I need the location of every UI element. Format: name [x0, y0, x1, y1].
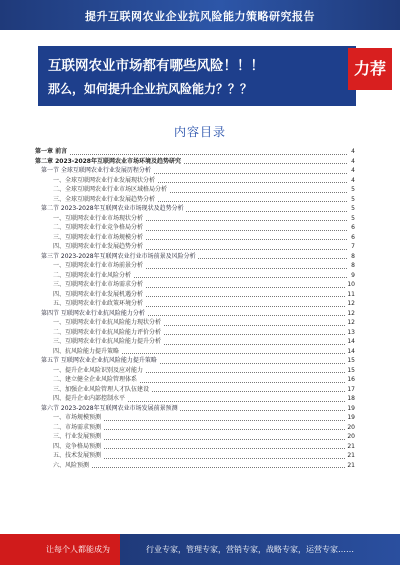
toc-entry[interactable]: [35, 204, 355, 214]
toc-entry-text: 第四节 互联网农业行业抗风险能力分析: [35, 310, 147, 317]
toc-entry-page: 11: [347, 290, 355, 298]
toc-entry-text: 五、互联网农业行业政策环境分析: [35, 300, 145, 307]
toc-entry[interactable]: [35, 309, 355, 319]
toc-entry-text: 三、互联网农业行业市场需求分析: [35, 281, 145, 288]
toc-entry-text: 第一章 前言: [35, 148, 68, 155]
toc-entry-text: 一、提升企业风险识别及应对能力: [35, 367, 145, 374]
toc-entry-text: 二、市场需求预测: [35, 424, 103, 431]
toc-entry-page: 5: [351, 186, 355, 193]
toc-entry-page: 20: [347, 433, 355, 440]
footer-slogan: 让每个人都能成为: [46, 545, 110, 554]
toc-entry-page: 17: [347, 385, 355, 393]
toc-entry-text: 四、互联网农业行业发展趋势分析: [35, 243, 145, 250]
toc-entry-page: 7: [351, 243, 355, 250]
toc-entry[interactable]: [35, 404, 355, 414]
toc-entry[interactable]: [35, 413, 355, 423]
toc-entry-text: 第五节 互联网农业企业抗风险能力提升策略: [35, 357, 159, 364]
toc-entry-text: 三、行业发展预测: [35, 433, 103, 440]
toc-entry-page: 12: [347, 309, 355, 317]
toc-entry-page: 21: [347, 461, 355, 469]
toc-entry-text: 五、技术发展预测: [35, 452, 103, 459]
toc-entry-text: 一、互联网农业行业抗风险能力现状分析: [35, 319, 163, 326]
toc-entry[interactable]: [35, 318, 355, 328]
toc-entry-page: 19: [347, 414, 355, 421]
footer-tags: 行业专家，管理专家，营销专家，战略专家，运营专家……: [146, 545, 354, 554]
toc-entry-page: 21: [347, 452, 355, 459]
headline-line-2: 那么，如何提升企业抗风险能力？？？: [48, 82, 253, 96]
toc-entry-text: 二、互联网农业行业竞争格局分析: [35, 224, 145, 231]
toc-entry-text: 二、互联网农业行业抗风险能力评价分析: [35, 329, 163, 336]
toc-entry-page: 6: [351, 224, 355, 231]
toc-entry[interactable]: [35, 261, 355, 271]
toc-entry-text: 三、加强企业风险管理人才队伍建设: [35, 386, 151, 393]
toc-entry-page: 14: [347, 347, 355, 355]
top-header-bar: [0, 0, 400, 30]
toc-entry[interactable]: [35, 394, 355, 404]
toc-entry-page: 4: [351, 157, 355, 165]
toc-title: 内容目录: [173, 125, 226, 139]
toc-entry-page: 5: [351, 214, 355, 222]
toc-entry-text: 四、互联网农业行业发展机遇分析: [35, 291, 145, 298]
toc-entry-page: 19: [347, 404, 355, 412]
toc-entry-text: 第一节 全球互联网农业行业发展历程分析: [35, 167, 153, 174]
toc-entry-page: 21: [347, 442, 355, 450]
toc-entry-text: 一、全球互联网农业行业发展现状分析: [35, 177, 157, 184]
toc-entry-text: 三、互联网农业行业抗风险能力提升分析: [35, 338, 163, 345]
toc-entry[interactable]: [35, 423, 355, 433]
toc-entry-text: 四、抗风险能力提升策略: [35, 348, 121, 355]
toc-entry-page: 4: [351, 148, 355, 155]
toc-entry-text: 四、提升企业内部控制水平: [35, 395, 127, 402]
toc-entry-page: 16: [347, 376, 355, 383]
headline-line-1: 互联网农业市场都有哪些风险！！！: [48, 58, 264, 74]
toc-entry[interactable]: [35, 242, 355, 252]
toc-entry-text: 四、竞争格局预测: [35, 443, 103, 450]
toc-entry-page: 4: [351, 167, 355, 174]
toc-entry-text: 一、互联网农业行业市场前景分析: [35, 262, 145, 269]
toc-entry-text: 二、建立健全企业风险管理体系: [35, 376, 139, 383]
toc-entry[interactable]: [35, 195, 355, 205]
toc-entry-page: 13: [347, 328, 355, 336]
toc-entry-text: 三、互联网农业行业市场规模分析: [35, 234, 145, 241]
toc-entry[interactable]: [35, 147, 355, 157]
recommend-badge: 力荐: [348, 48, 392, 90]
toc-entry[interactable]: [35, 451, 355, 461]
toc-entry-page: 6: [351, 233, 355, 241]
toc-entry[interactable]: [35, 176, 355, 186]
toc-entry[interactable]: [35, 432, 355, 442]
toc-entry[interactable]: [35, 185, 355, 195]
toc-entry[interactable]: [35, 442, 355, 452]
toc-entry-text: 第二节 2023-2028年互联网农业市场现状及趋势分析: [35, 205, 186, 212]
report-title: 提升互联网农业企业抗风险能力策略研究报告: [85, 10, 315, 23]
toc-entry[interactable]: [35, 290, 355, 300]
toc-entry-text: 二、全球互联网农业行业市场区域格局分析: [35, 186, 169, 193]
toc-entry-page: 15: [347, 366, 355, 374]
toc-entry[interactable]: [35, 166, 355, 176]
toc-entry[interactable]: [35, 461, 355, 471]
toc-entry[interactable]: [35, 375, 355, 385]
toc-entry-page: 12: [347, 319, 355, 326]
toc-entry[interactable]: [35, 337, 355, 347]
toc-entry-text: 一、市场规模预测: [35, 414, 103, 421]
toc-entry-page: 5: [351, 205, 355, 212]
toc-dot-leader: [35, 154, 347, 155]
table-of-contents: [35, 147, 355, 515]
toc-entry-text: 第三节 2023-2028年互联网农业行业市场前景及风险分析: [35, 253, 198, 260]
toc-entry-page: 10: [347, 281, 355, 288]
toc-entry[interactable]: [35, 252, 355, 262]
toc-entry-page: 9: [351, 271, 355, 279]
toc-entry-page: 8: [351, 252, 355, 260]
toc-entry-text: 第六节 2023-2028年互联网农业市场发展前景预测: [35, 405, 180, 412]
toc-entry[interactable]: [35, 157, 355, 167]
toc-entry[interactable]: [35, 347, 355, 357]
toc-entry[interactable]: [35, 299, 355, 309]
toc-entry[interactable]: [35, 385, 355, 395]
toc-entry[interactable]: [35, 271, 355, 281]
toc-entry-page: 18: [347, 395, 355, 402]
toc-entry[interactable]: [35, 214, 355, 224]
toc-entry[interactable]: [35, 233, 355, 243]
toc-entry-text: 第二章 2023-2028年互联网农业市场环境及趋势研究: [35, 157, 181, 165]
toc-entry[interactable]: [35, 280, 355, 290]
toc-entry-text: 二、互联网农业行业风险分析: [35, 272, 133, 279]
toc-entry-page: 14: [347, 338, 355, 345]
toc-entry-page: 5: [351, 195, 355, 203]
toc-entry-text: 一、互联网农业行业市场现状分析: [35, 215, 145, 222]
toc-entry-page: 8: [351, 262, 355, 269]
footer-bar: [0, 534, 400, 565]
toc-entry-page: 4: [351, 176, 355, 184]
headline-banner: [38, 46, 356, 106]
toc-entry-page: 12: [347, 300, 355, 307]
toc-entry-page: 20: [347, 423, 355, 431]
toc-entry[interactable]: [35, 328, 355, 338]
toc-entry[interactable]: [35, 356, 355, 366]
toc-entry[interactable]: [35, 223, 355, 233]
toc-entry-text: 三、全球互联网农业行业发展趋势分析: [35, 196, 157, 203]
toc-entry-text: 六、风险预测: [35, 462, 91, 469]
toc-entry-page: 15: [347, 357, 355, 364]
toc-entry[interactable]: [35, 366, 355, 376]
